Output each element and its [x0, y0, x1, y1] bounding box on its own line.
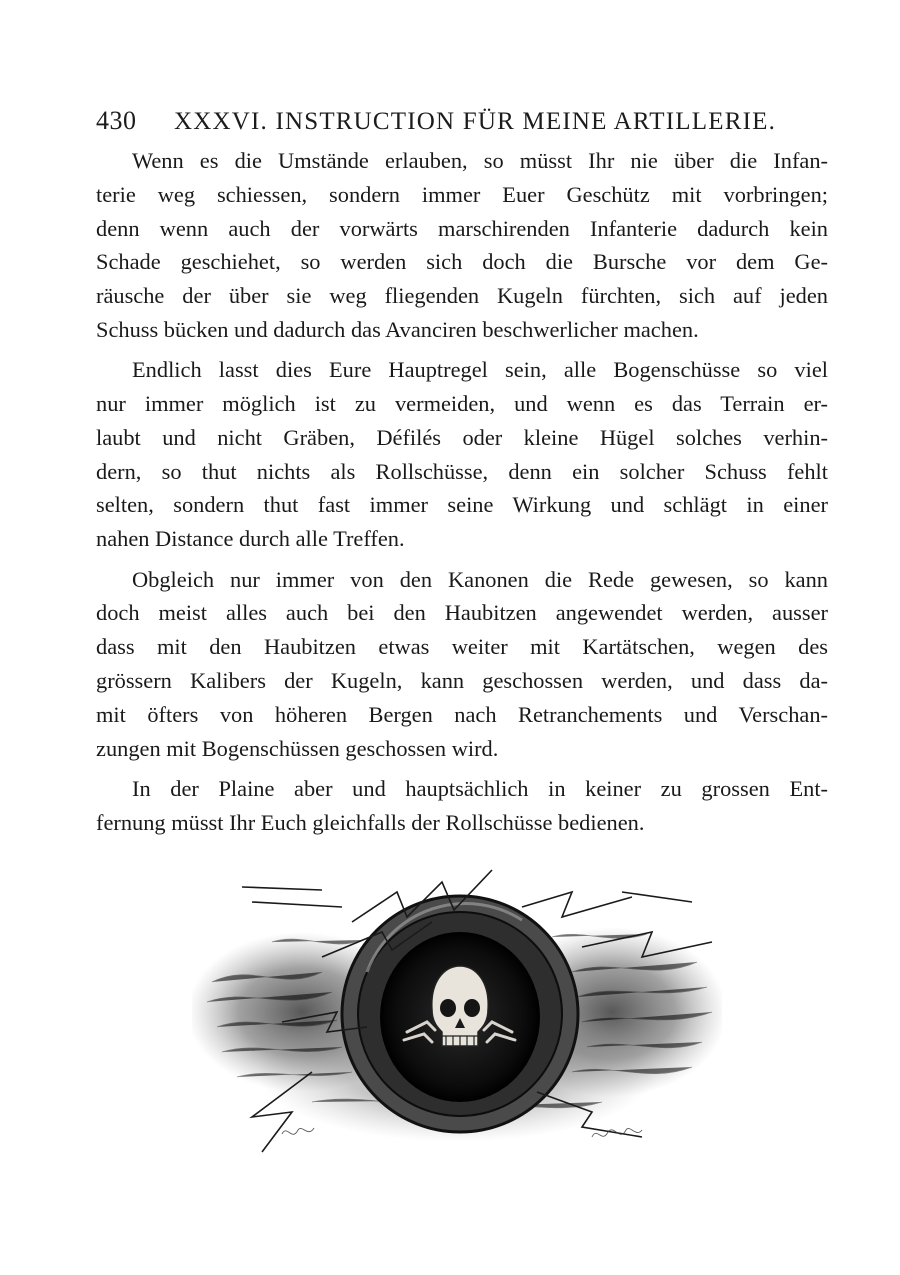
- text-line: In der Plaine aber und hauptsächlich in keiner zu grossen Ent-: [132, 775, 828, 801]
- text-line: terie weg schiessen, sondern immer Euer Geschütz mit vorbringen;: [96, 181, 828, 207]
- text-line: grössern Kalibers der Kugeln, kann geschossen werden, und dass da-: [96, 667, 828, 693]
- text-line: selten, sondern thut fast immer seine Wirkung und schlägt in einer: [96, 492, 828, 518]
- engraving-illustration: [192, 862, 722, 1162]
- text-line: Schuss bücken und dadurch das Avanciren beschwerlicher machen.: [96, 316, 699, 342]
- text-line: Endlich lasst dies Eure Hauptregel sein, alle Bogenschüsse so viel: [132, 357, 828, 383]
- text-line: Wenn es die Umstände erlauben, so müsst Ihr nie über die Infan-: [132, 148, 828, 173]
- running-title: XXXVI. INSTRUCTION FÜR MEINE ARTILLERIE.: [174, 108, 777, 135]
- body-text: [96, 144, 828, 846]
- paragraph-1: [96, 144, 828, 347]
- skull-cannon-vignette: [192, 862, 722, 1162]
- text-line: zungen mit Bogenschüssen geschossen wird.: [96, 735, 499, 761]
- text-line: dass mit den Haubitzen etwas weiter mit Kartätschen, wegen des: [96, 634, 828, 660]
- text-line: dern, so thut nichts als Rollschüsse, denn ein solcher Schuss fehlt: [96, 458, 828, 484]
- text-line: Schade geschiehet, so werden sich doch die Bursche vor dem Ge-: [96, 249, 828, 275]
- text-line: räusche der über sie weg fliegenden Kugeln fürchten, sich auf jeden: [96, 283, 828, 309]
- paragraph-2: [96, 353, 828, 556]
- text-line: denn wenn auch der vorwärts marschirenden Infanterie dadurch kein: [96, 215, 828, 241]
- text-line: fernung müsst Ihr Euch gleichfalls der Rollschüsse bedienen.: [96, 809, 645, 835]
- paragraph-3: [96, 563, 828, 766]
- page-number: 430: [96, 106, 137, 135]
- running-head: [96, 106, 816, 140]
- text-line: nur immer möglich ist zu vermeiden, und wenn es das Terrain er-: [96, 391, 828, 417]
- text-line: nahen Distance durch alle Treffen.: [96, 526, 405, 552]
- text-line: doch meist alles auch bei den Haubitzen angewendet werden, ausser: [96, 600, 828, 626]
- paragraph-4: [96, 772, 828, 840]
- text-line: Obgleich nur immer von den Kanonen die Rede gewesen, so kann: [132, 566, 828, 592]
- text-line: mit öfters von höheren Bergen nach Retranchements und Verschan-: [96, 701, 828, 727]
- text-line: laubt und nicht Gräben, Défilés oder kleine Hügel solches verhin-: [96, 424, 828, 450]
